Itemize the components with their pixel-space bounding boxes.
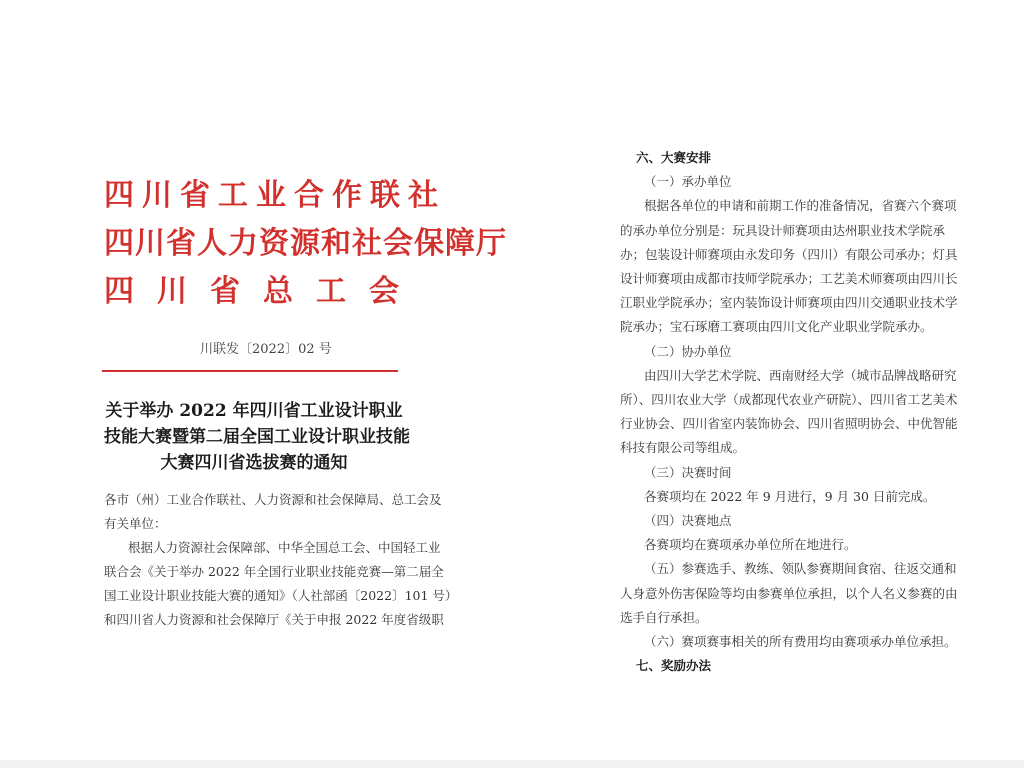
competition-arrangements — [620, 146, 958, 678]
organizer-line: 设计师赛项由成都市技师学院承办；工艺美术师赛项由四川长 — [620, 271, 958, 287]
document-right-page — [520, 0, 1024, 768]
co-organizer-line: 科技有限公司等组成。 — [620, 440, 746, 456]
notice-title — [104, 398, 410, 476]
final-time-line: 各赛项均在 2022 年 9 月进行，9 月 30 日前完成。 — [644, 488, 936, 504]
expenses-line: 人身意外伤害保险等均由参赛单位承担，以个人名义参赛的由 — [620, 585, 958, 601]
body-line-6: 和四川省人力资源和社会保障厅《关于申报 2022 年度省级职 — [104, 612, 444, 627]
body-line-3: 根据人力资源社会保障部、中华全国总工会、中国轻工业 — [128, 540, 441, 555]
organizer-subheading: （一）承办单位 — [644, 174, 732, 190]
addressee-line-2: 有关单位： — [104, 516, 167, 531]
event-costs-line: （六）赛项赛事相关的所有费用均由赛项承办单位承担。 — [644, 634, 957, 650]
section-7-heading: 七、奖励办法 — [636, 658, 712, 674]
co-organizer-line: 所）、四川农业大学（成都现代农业产研院）、四川省工艺美术 — [620, 392, 958, 408]
scan-bottom-edge — [0, 760, 1024, 768]
organizer-line: 的承办单位分别是：玩具设计师赛项由达州职业技术学院承 — [620, 222, 946, 238]
expenses-line: 选手自行承担。 — [620, 609, 708, 625]
red-divider-rule — [102, 370, 398, 372]
organizer-line: 根据各单位的申请和前期工作的准备情况，省赛六个赛项 — [644, 198, 957, 214]
body-line-5: 国工业设计职业技能大赛的通知》（人社部函〔2022〕101 号） — [104, 588, 458, 603]
notice-body — [104, 488, 458, 632]
addressee-line-1: 各市（州）工业合作联社、人力资源和社会保障局、总工会及 — [104, 492, 442, 507]
notice-title-line-1: 关于举办 2022 年四川省工业设计职业 — [105, 401, 403, 421]
co-organizer-line: 行业协会、四川省室内装饰协会、四川省照明协会、中优智能 — [620, 416, 958, 432]
section-6-heading: 六、大赛安排 — [636, 150, 712, 165]
body-line-4: 联合会《关于举办 2022 年全国行业职业技能竞赛—第二届全 — [104, 564, 444, 579]
expenses-line: （五）参赛选手、教练、领队参赛期间食宿、往返交通和 — [644, 561, 957, 577]
organizer-line: 院承办；宝石琢磨工赛项由四川文化产业职业学院承办。 — [620, 319, 933, 335]
final-venue-subheading: （四）决赛地点 — [644, 513, 732, 529]
letterhead-line-trade-union: 四川省总工会 — [104, 274, 422, 309]
co-organizer-subheading: （二）协办单位 — [644, 343, 732, 359]
letterhead-line-hr-department: 四川省人力资源和社会保障厅 — [104, 226, 507, 261]
notice-title-line-3: 大赛四川省选拔赛的通知 — [160, 453, 348, 473]
letterhead — [104, 172, 507, 316]
organizer-line: 江职业学院承办；室内装饰设计师赛项由四川交通职业技术学 — [620, 295, 958, 311]
letterhead-line-cooperative: 四川省工业合作联社 — [104, 178, 446, 213]
document-number: 川联发〔2022〕02 号 — [200, 342, 332, 357]
co-organizer-line: 由四川大学艺术学院、西南财经大学（城市品牌战略研究 — [644, 367, 957, 383]
notice-title-line-2: 技能大赛暨第二届全国工业设计职业技能 — [104, 427, 410, 447]
final-venue-line: 各赛项均在赛项承办单位所在地进行。 — [644, 537, 857, 553]
organizer-line: 办；包装设计师赛项由永发印务（四川）有限公司承办；灯具 — [620, 246, 958, 262]
final-time-subheading: （三）决赛时间 — [644, 464, 732, 480]
